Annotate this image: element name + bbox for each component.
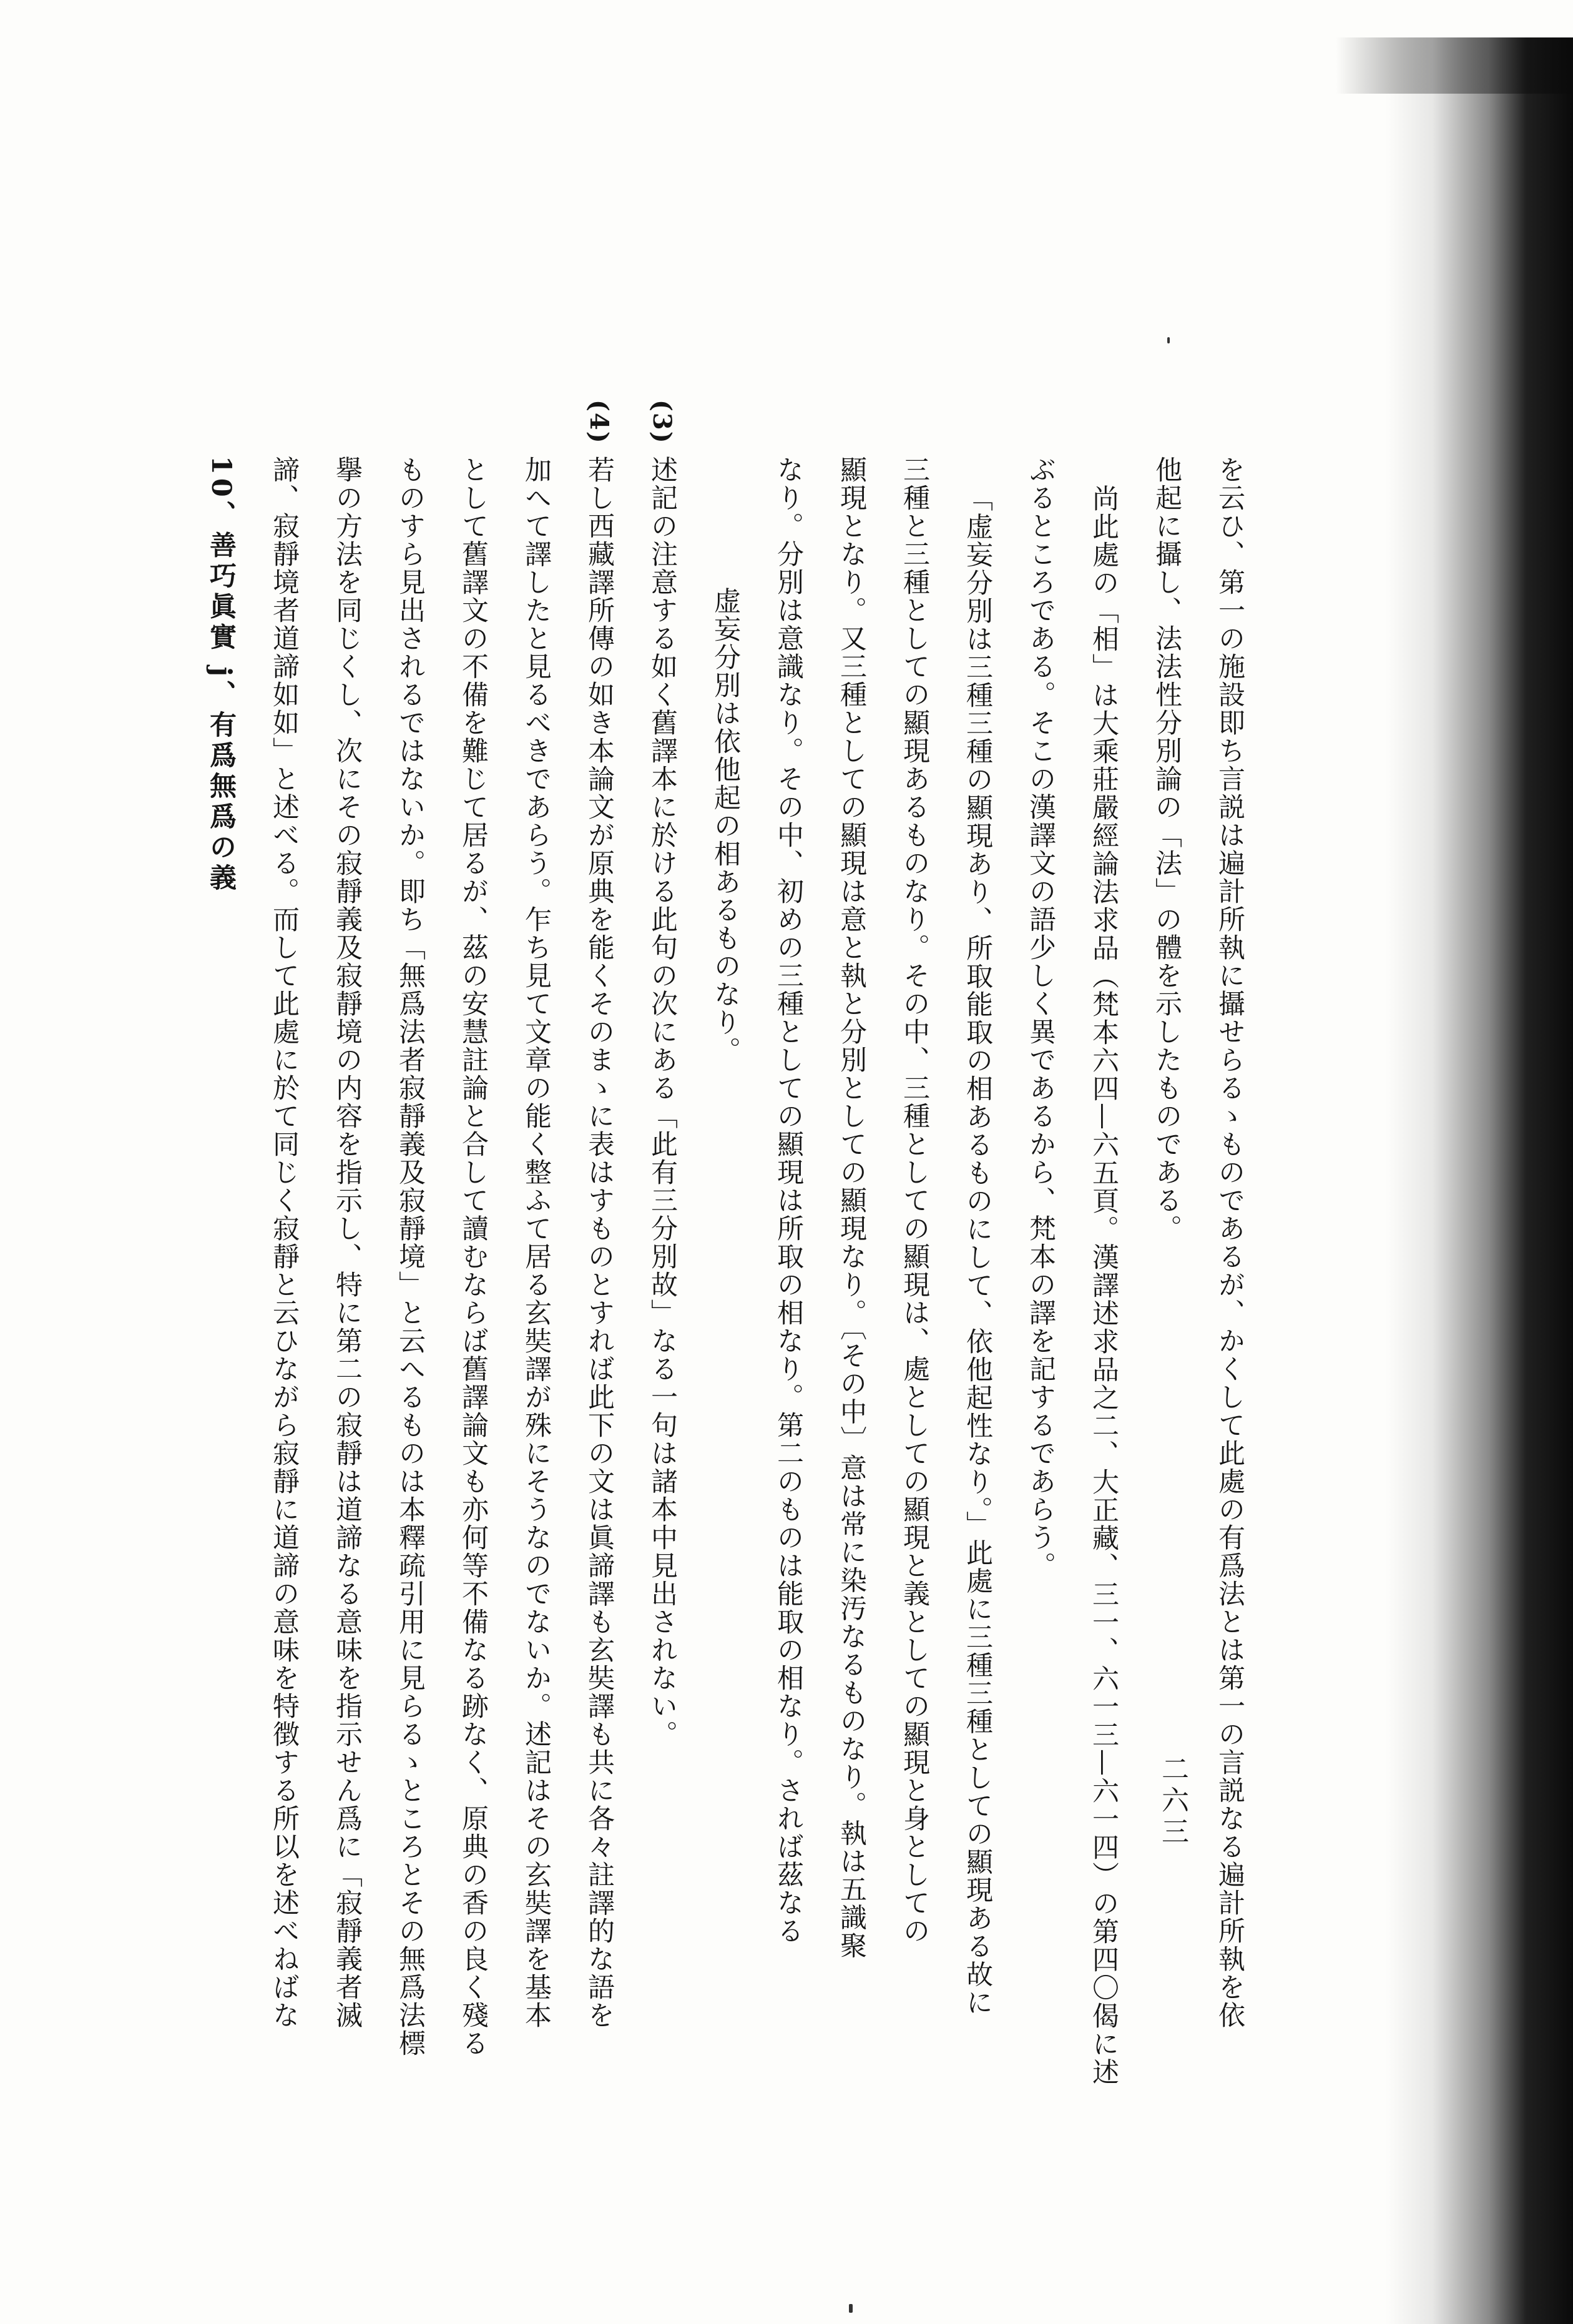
text-line: [504, 456, 567, 2029]
line-text: 三種と三種としての顯現あるものなり。その中、三種としての顯現は、處としての顯現と義としての顯現と身としての: [899, 456, 930, 1945]
note-marker: (4): [584, 400, 614, 445]
page-number: 二六三: [1157, 1755, 1188, 1848]
section-heading: [189, 456, 252, 2017]
text-line: [820, 456, 883, 2017]
line-text: 若し西藏譯所傳の如き本論文が原典を能くそのまゝに表はすものとすれば此下の文は眞諦譯も玄奘譯も共に各々註譯的な語を: [584, 456, 615, 2029]
stray-mark: [849, 2304, 853, 2313]
line-text: 10、善巧眞實 j、有爲無爲の義: [205, 456, 237, 895]
line-text: を云ひ、第一の施設即ち言説は遍計所執に攝せらるゝものであるが、かくして此處の有爲法とは第一の言説なる遍計所執を依: [1214, 456, 1245, 2029]
text-line: [1009, 456, 1072, 2017]
note-paragraph: [630, 400, 693, 2017]
line-text: 他起に攝し、法法性分別論の「法」の體を示したものである。: [1151, 456, 1182, 1243]
line-text: 諦、寂靜境者道諦如如」と述べる。而して此處に於て同じく寂靜と云ひながら寂靜に道諦の意味を特徴する所以を述べねばな: [268, 456, 300, 2029]
line-text: ものすら見出されるではないか。即ち「無爲法者寂靜義及寂靜境」と云へるものは本釋疏引用に見らるゝところとその無爲法標: [394, 456, 426, 2057]
text-line: [252, 456, 315, 2029]
line-text: 顯現となり。又三種としての顯現は意と執と分別としての顯現なり。〔その中〕意は常に染汚なるものなり。執は五識聚: [836, 456, 867, 1960]
scan-shadow-right: [1386, 37, 1573, 2324]
text-line: [757, 456, 820, 2017]
text-line: [441, 456, 504, 2057]
text-line: [1198, 456, 1261, 2029]
text-line: [315, 456, 378, 2029]
line-text: 虚妄分別は依他起の相あるものなり。: [710, 587, 741, 1065]
text-line: [693, 456, 757, 2017]
line-text: として舊譯文の不備を難じて居るが、茲の安慧註論と合して讀むならば舊譯論文も亦何等不備なる跡なく、原典の香の良く殘る: [458, 456, 489, 2057]
note-paragraph: [567, 400, 630, 2029]
note-marker: (3): [647, 400, 677, 445]
stray-mark: [1167, 337, 1170, 343]
line-text: 述記の注意する如く舊譯本に於ける此句の次にある「此有三分別故」なる一句は諸本中見出されない。: [647, 456, 678, 1748]
line-text: なり。分別は意識なり。その中、初めの三種としての顯現は所取の相なり。第二のものは能取の相なり。されば茲なる: [773, 456, 804, 1945]
text-line: [378, 456, 441, 2057]
text-line: [946, 456, 1009, 2017]
text-line: [1072, 456, 1135, 2086]
line-text: 擧の方法を同じくし、次にその寂靜義及寂靜境の内容を指示し、特に第二の寂靜は道諦なる意味を指示せん爲に「寂靜義者滅: [331, 456, 363, 2029]
line-text: 加へて譯したと見るべきであらう。乍ち見て文章の能く整ふて居る玄奘譯が殊にそうなのでないか。述記はその玄奘譯を基本: [521, 456, 552, 2029]
vertical-text-block: [189, 400, 1261, 2086]
line-text: 「虚妄分別は三種三種の顯現あり、所取能取の相あるものにして、依他起性なり。」此處に三種三種としての顯現ある故に: [962, 485, 993, 2017]
line-text: ぶるところである。そこの漢譯文の語少しく異であるから、梵本の譯を記するであらう。: [1025, 456, 1056, 1580]
line-text: 尚此處の「相」は大乘莊嚴經論法求品（梵本六四—六五頁。漢譯述求品之二、大正藏、三一、六一三—六一四）の第四〇偈に述: [1088, 485, 1119, 2086]
text-line: [883, 456, 946, 2017]
